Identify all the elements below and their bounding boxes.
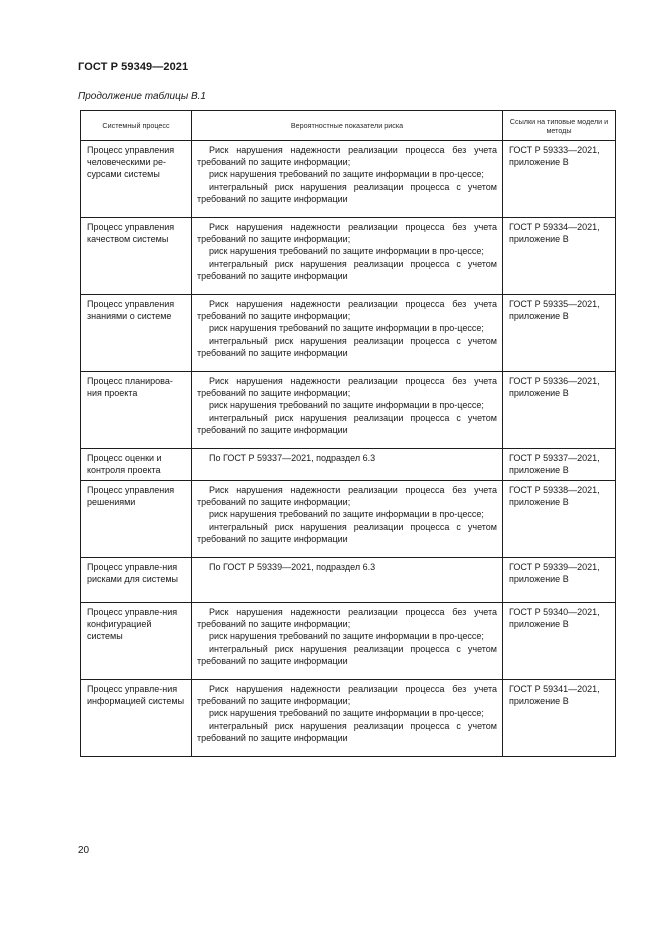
risk-line: По ГОСТ Р 59337—2021, подраздел 6.3 bbox=[209, 453, 376, 463]
process-cell: Процесс управления знаниями о системе bbox=[81, 295, 192, 372]
reference-cell: ГОСТ Р 59334—2021, приложение В bbox=[503, 218, 616, 295]
table-row bbox=[81, 558, 616, 603]
process-cell: Процесс планирова-ния проекта bbox=[81, 372, 192, 449]
risk-cell bbox=[192, 603, 503, 680]
risk-line: интегральный риск нарушения реализации процесса с учетом требований по защите информации bbox=[197, 412, 497, 435]
risk-line: риск нарушения требований по защите информации в про-цессе; bbox=[209, 246, 484, 257]
process-cell: Процесс оценки и контроля проекта bbox=[81, 449, 192, 481]
process-cell: Процесс управления человеческими ре-сурсами системы bbox=[81, 141, 192, 218]
risk-line: риск нарушения требований по защите информации в про-цессе; bbox=[209, 708, 484, 719]
column-header-process: Системный процесс bbox=[81, 111, 192, 141]
table-row bbox=[81, 680, 616, 757]
reference-cell: ГОСТ Р 59336—2021, приложение В bbox=[503, 372, 616, 449]
risk-line: Риск нарушения надежности реализации процесса без учета требований по защите информации; bbox=[197, 684, 497, 707]
risk-line: По ГОСТ Р 59339—2021, подраздел 6.3 bbox=[209, 562, 376, 572]
reference-cell: ГОСТ Р 59335—2021, приложение В bbox=[503, 295, 616, 372]
table-caption: Продолжение таблицы В.1 bbox=[78, 91, 206, 102]
risk-line: интегральный риск нарушения реализации процесса с учетом требований по защите информации bbox=[197, 521, 497, 544]
risk-line: интегральный риск нарушения реализации процесса с учетом требований по защите информации bbox=[197, 181, 497, 204]
table-row bbox=[81, 481, 616, 558]
table-row bbox=[81, 141, 616, 218]
risk-line: интегральный риск нарушения реализации процесса с учетом требований по защите информации bbox=[197, 258, 497, 281]
risk-line: Риск нарушения надежности реализации процесса без учета требований по защите информации; bbox=[197, 222, 497, 245]
table-row bbox=[81, 372, 616, 449]
risk-cell bbox=[192, 481, 503, 558]
reference-cell: ГОСТ Р 59341—2021, приложение В bbox=[503, 680, 616, 757]
process-cell: Процесс управле-ния информацией системы bbox=[81, 680, 192, 757]
risk-cell bbox=[192, 372, 503, 449]
risk-cell bbox=[192, 141, 503, 218]
risk-cell bbox=[192, 449, 503, 481]
risk-line: Риск нарушения надежности реализации процесса без учета требований по защите информации; bbox=[197, 299, 497, 322]
risk-cell bbox=[192, 680, 503, 757]
risk-line: риск нарушения требований по защите информации в про-цессе; bbox=[209, 323, 484, 334]
risk-cell bbox=[192, 558, 503, 603]
risk-line: Риск нарушения надежности реализации процесса без учета требований по защите информации; bbox=[197, 145, 497, 168]
reference-cell: ГОСТ Р 59337—2021, приложение В bbox=[503, 449, 616, 481]
column-header-risk: Вероятностные показатели риска bbox=[192, 111, 503, 141]
page-number: 20 bbox=[78, 845, 90, 856]
reference-cell: ГОСТ Р 59340—2021, приложение В bbox=[503, 603, 616, 680]
table-row bbox=[81, 218, 616, 295]
process-cell: Процесс управле-ния конфигурацией системы bbox=[81, 603, 192, 680]
process-cell: Процесс управления качеством системы bbox=[81, 218, 192, 295]
process-cell: Процесс управления решениями bbox=[81, 481, 192, 558]
reference-cell: ГОСТ Р 59333—2021, приложение В bbox=[503, 141, 616, 218]
risk-line: Риск нарушения надежности реализации процесса без учета требований по защите информации; bbox=[197, 485, 497, 508]
risk-line: интегральный риск нарушения реализации процесса с учетом требований по защите информации bbox=[197, 643, 497, 666]
reference-cell: ГОСТ Р 59339—2021, приложение В bbox=[503, 558, 616, 603]
table-row bbox=[81, 449, 616, 481]
risk-line: интегральный риск нарушения реализации процесса с учетом требований по защите информации bbox=[197, 335, 497, 358]
column-header-refs: Ссылки на типовые модели и методы bbox=[503, 111, 616, 141]
document-header: ГОСТ Р 59349—2021 bbox=[78, 61, 189, 73]
reference-cell: ГОСТ Р 59338—2021, приложение В bbox=[503, 481, 616, 558]
risk-line: риск нарушения требований по защите информации в про-цессе; bbox=[209, 509, 484, 520]
risk-cell bbox=[192, 295, 503, 372]
risk-line: Риск нарушения надежности реализации процесса без учета требований по защите информации; bbox=[197, 607, 497, 630]
risk-line: интегральный риск нарушения реализации процесса с учетом требований по защите информации bbox=[197, 720, 497, 743]
risk-line: риск нарушения требований по защите информации в про-цессе; bbox=[209, 631, 484, 642]
risk-line: риск нарушения требований по защите информации в про-цессе; bbox=[209, 400, 484, 411]
risk-table bbox=[80, 110, 616, 757]
table-header-row bbox=[81, 111, 616, 141]
table-row bbox=[81, 603, 616, 680]
process-cell: Процесс управле-ния рисками для системы bbox=[81, 558, 192, 603]
risk-line: риск нарушения требований по защите информации в про-цессе; bbox=[209, 169, 484, 180]
risk-cell bbox=[192, 218, 503, 295]
table-row bbox=[81, 295, 616, 372]
risk-line: Риск нарушения надежности реализации процесса без учета требований по защите информации; bbox=[197, 376, 497, 399]
